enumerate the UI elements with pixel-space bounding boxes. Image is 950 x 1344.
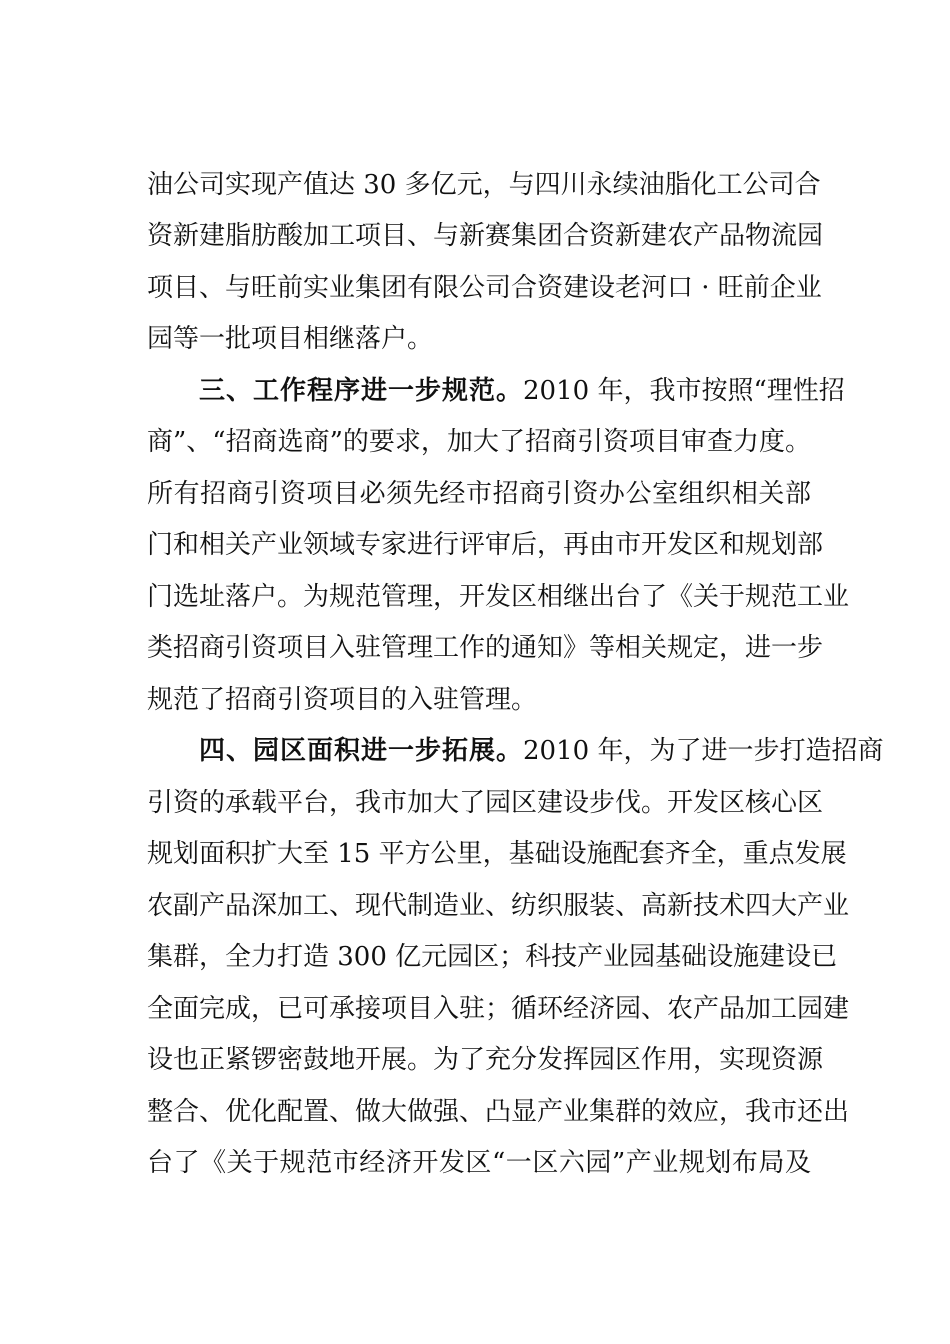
paragraph-3-line-2: 引资的承载平台，我市加大了园区建设步伐。开发区核心区 bbox=[147, 788, 824, 818]
paragraph-3-line-5: 集群，全力打造 300 亿元园区；科技产业园基础设施建设已 bbox=[147, 942, 838, 972]
paragraph-3-line-7: 设也正紧锣密鼓地开展。为了充分发挥园区作用，实现资源 bbox=[147, 1045, 824, 1075]
paragraph-3-first-line-text: 2010 年，为了进一步打造招商 bbox=[523, 736, 884, 766]
paragraph-2-line-6: 类招商引资项目入驻管理工作的通知》等相关规定，进一步 bbox=[147, 633, 824, 663]
paragraph-3-line-4: 农副产品深加工、现代制造业、纺织服装、高新技术四大产业 bbox=[147, 891, 850, 921]
paragraph-2-line-4: 门和相关产业领域专家进行评审后，再由市开发区和规划部 bbox=[147, 530, 824, 560]
paragraph-1-line-4: 园等一批项目相继落户。 bbox=[147, 324, 434, 354]
section-heading-3: 三、工作程序进一步规范。 bbox=[199, 376, 524, 406]
paragraph-2-line-2: 商”、“招商选商”的要求，加大了招商引资项目审查力度。 bbox=[147, 427, 811, 457]
paragraph-2-first-line-text: 2010 年，我市按照“理性招 bbox=[523, 376, 845, 406]
paragraph-1-line-3: 项目、与旺前实业集团有限公司合资建设老河口 · 旺前企业 bbox=[147, 273, 822, 303]
paragraph-3-line-1 bbox=[199, 730, 884, 772]
paragraph-3-line-8: 整合、优化配置、做大做强、凸显产业集群的效应，我市还出 bbox=[147, 1097, 850, 1127]
paragraph-2-line-5: 门选址落户。为规范管理，开发区相继出台了《关于规范工业 bbox=[147, 582, 850, 612]
paragraph-2-line-7: 规范了招商引资项目的入驻管理。 bbox=[147, 685, 538, 715]
paragraph-2-line-3: 所有招商引资项目必须先经市招商引资办公室组织相关部 bbox=[147, 479, 811, 509]
paragraph-2-line-1 bbox=[199, 370, 845, 412]
paragraph-3-line-6: 全面完成，已可承接项目入驻；循环经济园、农产品加工园建 bbox=[147, 994, 850, 1024]
paragraph-3-line-9: 台了《关于规范市经济开发区“一区六园”产业规划布局及 bbox=[147, 1148, 811, 1178]
section-heading-4: 四、园区面积进一步拓展。 bbox=[199, 736, 524, 766]
paragraph-1-line-1: 油公司实现产值达 30 多亿元，与四川永续油脂化工公司合 bbox=[147, 170, 821, 200]
paragraph-3-line-3: 规划面积扩大至 15 平方公里，基础设施配套齐全，重点发展 bbox=[147, 839, 847, 869]
paragraph-1-line-2: 资新建脂肪酸加工项目、与新赛集团合资新建农产品物流园 bbox=[147, 221, 824, 251]
